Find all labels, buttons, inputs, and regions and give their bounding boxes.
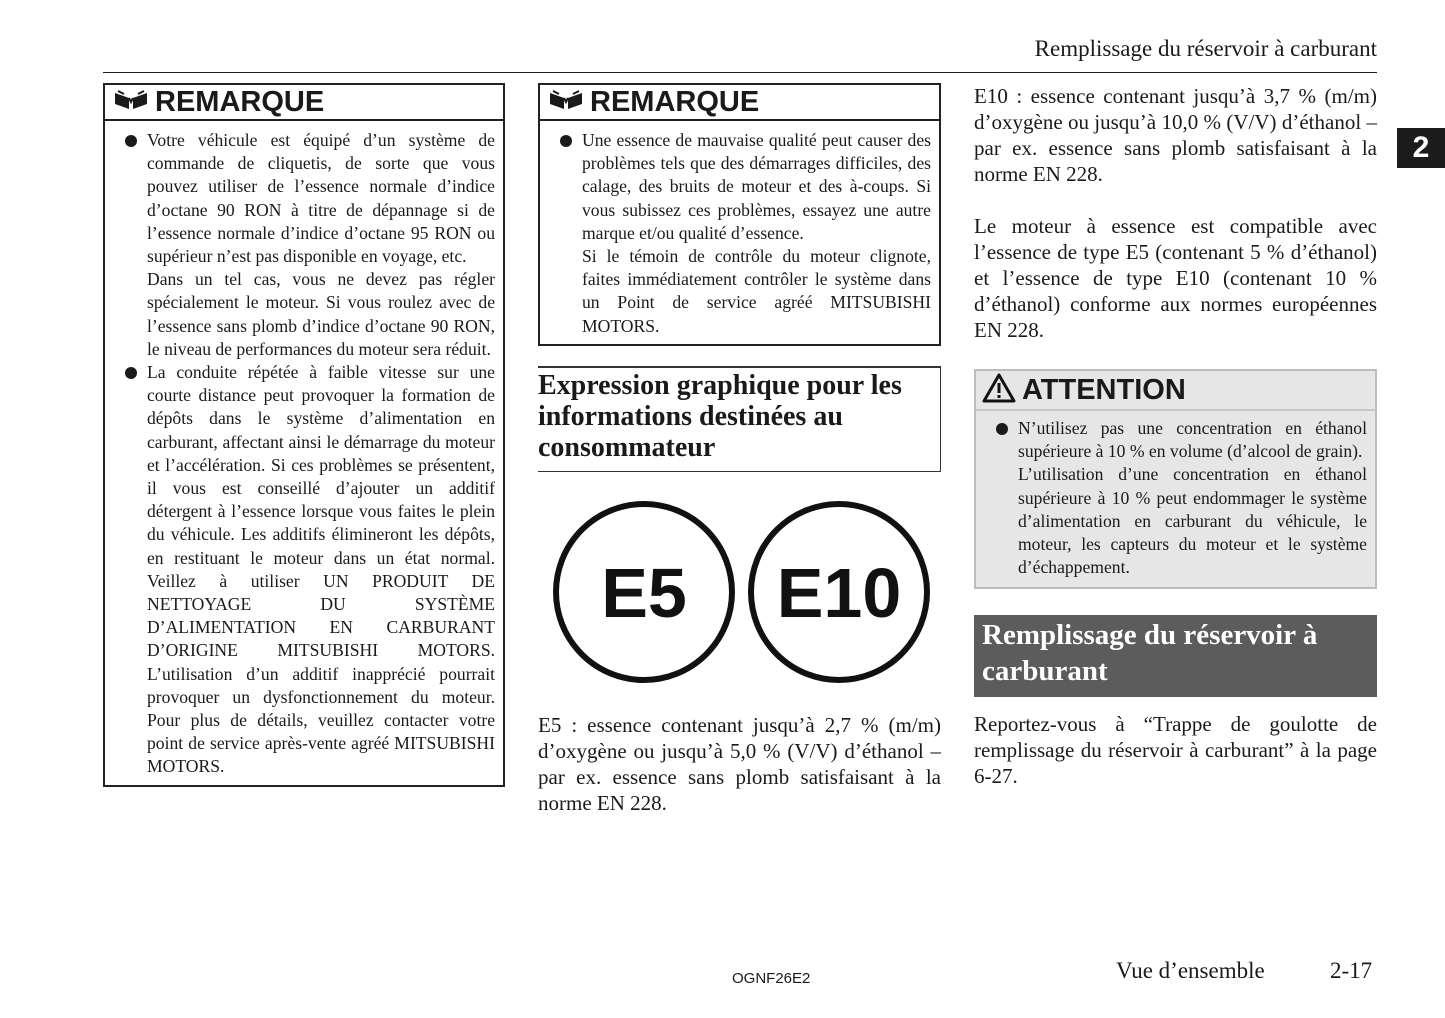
attention-body — [976, 411, 1375, 587]
document-code: OGNF26E2 — [732, 970, 811, 987]
page-header-title: Remplissage du réservoir à carburant — [1034, 36, 1377, 61]
remarque-paragraph: La conduite répétée à faible vitesse sur une courte distance peut provoquer la formation de dépôts dans le système d’alimentation en carburant, affectant ainsi le démarrage du moteur et l’accélération. Si ces problèmes se présentent, il vous est conseillé d’ajouter un additif détergent à l’essence lorsque vous faites le plein du véhicule. Les additifs élimineront les dépôts, en restituant le moteur dans un état normal. Veillez à utiliser UN PRODUIT DE NETTOYAGE DU SYSTÈME D’ALIMENTATION EN CARBURANT D’ORIGINE MITSUBISHI MOTORS. L’utilisation d’un additif inapprécié pourrait provoquer un dysfonctionnement du moteur. Pour plus de détails, veuillez contacter votre point de service après-vente agréé MITSUBISHI MOTORS. — [147, 362, 495, 777]
remarque-paragraph: Dans un tel cas, vous ne devez pas régler spécialement le moteur. Si vous roulez avec de l’essence sans plomb d’indice d’octane 90 RON, le niveau de performances du moteur sera réduit. — [147, 269, 495, 359]
attention-header — [976, 371, 1375, 411]
remarque-box-2 — [538, 83, 941, 346]
section-banner: Remplissage du réservoir à carburant — [974, 615, 1377, 697]
remarque-bullet — [560, 129, 931, 338]
note-hands-icon — [113, 89, 149, 116]
remarque-label-2: REMARQUE — [590, 85, 760, 118]
remarque-header-1 — [105, 85, 503, 121]
remarque-box-1 — [103, 83, 505, 787]
remarque-bullet — [125, 129, 495, 361]
reference-text: Reportez-vous à “Trappe de goulotte de remplissage du réservoir à carburant” à la page 6-27. — [974, 712, 1377, 789]
attention-bullet — [996, 417, 1367, 579]
attention-paragraph: L’utilisation d’une concentration en éthanol supérieure à 10 % peut endommager le système d’alimentation en carburant du véhicule, le moteur, les capteurs du moteur et le système d’échappement. — [1018, 464, 1367, 578]
attention-box — [974, 369, 1377, 589]
fuel-labels-graphic — [538, 492, 941, 692]
header-rule — [103, 72, 1377, 73]
chapter-tab: 2 — [1397, 128, 1445, 168]
column-3 — [974, 83, 1377, 789]
column-2 — [538, 83, 941, 816]
remarque-paragraph: Si le témoin de contrôle du moteur clignote, faites immédiatement contrôler le système dans un Point de service agréé MITSUBISHI MOTORS. — [582, 246, 931, 336]
warning-triangle-icon — [982, 373, 1016, 408]
bullet-icon — [996, 423, 1008, 435]
e10-label: E10 — [776, 553, 902, 632]
remarque-body-1 — [105, 121, 503, 785]
attention-paragraph: N’utilisez pas une concentration en éthanol supérieure à 10 % en volume (d’alcool de grain). — [1018, 418, 1367, 462]
section-title-box — [538, 366, 941, 472]
fuel-labels-svg — [538, 492, 941, 692]
column-1 — [103, 83, 505, 787]
compatibility-text: Le moteur à essence est compatible avec l’essence de type E5 (contenant 5 % d’éthanol) et l’essence de type E10 (contenant 10 % d’éthanol) conforme aux normes européennes EN 228. — [974, 214, 1377, 342]
remarque-header-2 — [540, 85, 939, 121]
footer-section-name: Vue d’ensemble — [1116, 958, 1265, 983]
remarque-paragraph: Une essence de mauvaise qualité peut causer des problèmes tels que des démarrages difficiles, des calage, des bruits de moteur et des à-coups. Si vous subissez ces problèmes, essayez une autre marque et/ou qualité d’essence. — [582, 130, 931, 243]
bullet-icon — [125, 367, 137, 379]
page-number: 2-17 — [1330, 958, 1373, 983]
remarque-bullet — [125, 361, 495, 779]
remarque-label-1: REMARQUE — [155, 85, 325, 118]
attention-label: ATTENTION — [1022, 373, 1186, 406]
section-title: Expression graphique pour les informations destinées au consommateur — [538, 369, 902, 463]
e5-label: E5 — [601, 553, 687, 632]
bullet-icon — [560, 135, 572, 147]
bullet-icon — [125, 135, 137, 147]
remarque-body-2 — [540, 121, 939, 344]
note-hands-icon — [548, 89, 584, 116]
e10-description: E10 : essence contenant jusqu’à 3,7 % (m/m) d’oxygène ou jusqu’à 10,0 % (V/V) d’éthanol – par ex. essence sans plomb satisfaisant à la norme EN 228. — [974, 84, 1377, 186]
remarque-paragraph: Votre véhicule est équipé d’un système de commande de cliquetis, de sorte que vous pouvez utiliser de l’essence normale d’indice d’octane 90 RON à titre de dépannage si de l’essence normale d’indice d’octane 95 RON ou supérieur n’est pas disponible en voyage, etc. — [147, 130, 495, 267]
e5-description: E5 : essence contenant jusqu’à 2,7 % (m/m) d’oxygène ou jusqu’à 5,0 % (V/V) d’éthanol – par ex. essence sans plomb satisfaisant à la norme EN 228. — [538, 712, 941, 815]
